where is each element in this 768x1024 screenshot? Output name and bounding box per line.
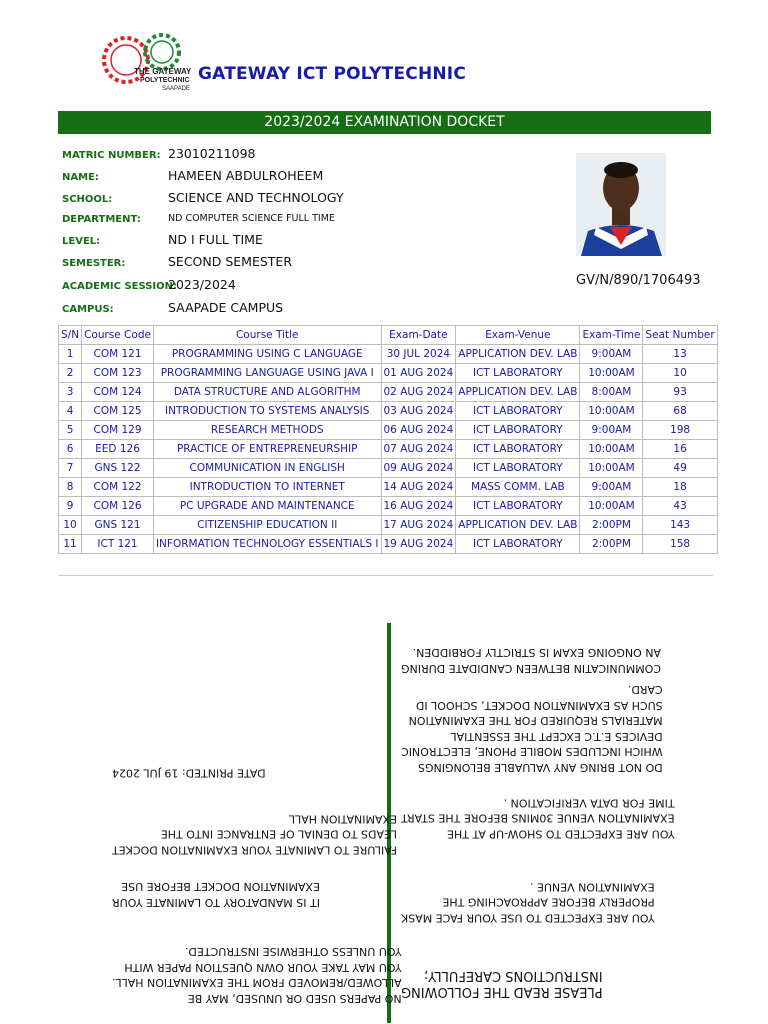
campus-label: CAMPUS: xyxy=(62,304,114,315)
academic-session-label: ACADEMIC SESSION: xyxy=(62,281,178,292)
cell-exam-date: 14 AUG 2024 xyxy=(381,478,456,497)
instruction-item-5: NO PAPERS USED OR UNUSED, MAY BE ALLOWED/REMOVED FROM THE EXAMINATION HALL. YOU MAY TAKE YOUR OWN QUESTION PAPER WITH YOU UNLESS OTHERWISE INSTRUCTED. xyxy=(112,945,402,1005)
cell-course-title: DATA STRUCTURE AND ALGORITHM xyxy=(153,383,381,402)
matric-number-label: MATRIC NUMBER: xyxy=(62,150,161,161)
cell-sn: 1 xyxy=(59,345,82,364)
instruction-item-3: DO NOT BRING ANY VALUABLE BELONGINGS WHICH INCLUDES MOBILE PHONE, ELECTRONIC DEVICES E.T.C EXCEPT THE ESSENTIAL MATERIALS REQUIRED FOR THE EXAMINATION SUCH AS EXAMINATION DOCKET, SCHOOL ID CARD. xyxy=(401,683,663,774)
cell-seat-number: 68 xyxy=(643,402,717,421)
cell-sn: 4 xyxy=(59,402,82,421)
level-value: ND I FULL TIME xyxy=(168,232,263,247)
institution-logo xyxy=(100,30,195,96)
instruction-item-6: IT IS MANDATORY TO LAMINATE YOUR EXAMINATION DOCKET BEFORE USE xyxy=(112,880,320,909)
cell-sn: 2 xyxy=(59,364,82,383)
cell-sn: 8 xyxy=(59,478,82,497)
course-table xyxy=(58,325,718,554)
cell-exam-date: 07 AUG 2024 xyxy=(381,440,456,459)
cell-exam-venue: ICT LABORATORY xyxy=(456,459,580,478)
cell-exam-venue: APPLICATION DEV. LAB xyxy=(456,516,580,535)
cell-exam-time: 9:00AM xyxy=(580,421,643,440)
school-value: SCIENCE AND TECHNOLOGY xyxy=(168,190,344,205)
cell-sn: 5 xyxy=(59,421,82,440)
instruction-item-1: YOU ARE EXPECTED TO USE YOUR FACE MASK PROPERLY BEFORE APPROACHING THE EXAMINATION VENUE . xyxy=(401,880,655,925)
column-header-course-title: Course Title xyxy=(153,326,381,345)
logo-text-line3: SAAPADE xyxy=(162,86,190,92)
cell-course-title: PRACTICE OF ENTREPRENEURSHIP xyxy=(153,440,381,459)
instruction-item-4: COMMUNICATIN BETWEEN CANDIDATE DURING AN ONGOING EXAM IS STRICTLY FORBIDDEN. xyxy=(401,646,662,675)
table-row xyxy=(59,345,718,364)
cell-course-code: COM 122 xyxy=(82,478,154,497)
cell-exam-time: 10:00AM xyxy=(580,402,643,421)
column-header-exam-venue: Exam-Venue xyxy=(456,326,580,345)
cell-seat-number: 10 xyxy=(643,364,717,383)
column-header-seat-number: Seat Number xyxy=(643,326,717,345)
cell-sn: 9 xyxy=(59,497,82,516)
cell-exam-time: 8:00AM xyxy=(580,383,643,402)
column-header-sn: S/N xyxy=(59,326,82,345)
cell-exam-date: 03 AUG 2024 xyxy=(381,402,456,421)
cell-seat-number: 13 xyxy=(643,345,717,364)
cell-seat-number: 43 xyxy=(643,497,717,516)
cell-sn: 3 xyxy=(59,383,82,402)
docket-title-banner: 2023/2024 EXAMINATION DOCKET xyxy=(58,111,711,134)
column-header-course-code: Course Code xyxy=(82,326,154,345)
table-row xyxy=(59,440,718,459)
name-label: NAME: xyxy=(62,172,99,183)
table-row xyxy=(59,459,718,478)
table-row xyxy=(59,364,718,383)
cell-exam-date: 19 AUG 2024 xyxy=(381,535,456,554)
cell-course-title: INTRODUCTION TO INTERNET xyxy=(153,478,381,497)
cell-exam-venue: ICT LABORATORY xyxy=(456,402,580,421)
cell-course-code: ICT 121 xyxy=(82,535,154,554)
cell-exam-venue: APPLICATION DEV. LAB xyxy=(456,345,580,364)
department-value: ND COMPUTER SCIENCE FULL TIME xyxy=(168,213,335,224)
section-divider xyxy=(58,575,713,576)
student-photo xyxy=(576,153,666,256)
cell-exam-time: 2:00PM xyxy=(580,535,643,554)
cell-exam-time: 9:00AM xyxy=(580,478,643,497)
cell-course-title: RESEARCH METHODS xyxy=(153,421,381,440)
cell-course-code: COM 125 xyxy=(82,402,154,421)
campus-value: SAAPADE CAMPUS xyxy=(168,300,284,315)
cell-exam-time: 10:00AM xyxy=(580,440,643,459)
cell-course-title: PROGRAMMING USING C LANGUAGE xyxy=(153,345,381,364)
cell-exam-time: 10:00AM xyxy=(580,459,643,478)
table-row xyxy=(59,478,718,497)
semester-value: SECOND SEMESTER xyxy=(168,254,293,269)
institution-name: GATEWAY ICT POLYTECHNIC xyxy=(198,64,467,84)
cell-sn: 7 xyxy=(59,459,82,478)
cell-seat-number: 143 xyxy=(643,516,717,535)
cell-course-title: PROGRAMMING LANGUAGE USING JAVA I xyxy=(153,364,381,383)
logo-text-line2: POLYTECHNIC xyxy=(140,77,190,84)
table-row xyxy=(59,497,718,516)
cell-sn: 6 xyxy=(59,440,82,459)
cell-course-title: CITIZENSHIP EDUCATION II xyxy=(153,516,381,535)
level-label: LEVEL: xyxy=(62,236,101,247)
cell-course-title: INTRODUCTION TO SYSTEMS ANALYSIS xyxy=(153,402,381,421)
cell-seat-number: 158 xyxy=(643,535,717,554)
cell-exam-time: 10:00AM xyxy=(580,497,643,516)
cell-exam-venue: ICT LABORATORY xyxy=(456,364,580,383)
cell-course-code: COM 124 xyxy=(82,383,154,402)
school-label: SCHOOL: xyxy=(62,194,113,205)
table-row xyxy=(59,421,718,440)
academic-session-value: 2023/2024 xyxy=(168,277,236,292)
cell-seat-number: 198 xyxy=(643,421,717,440)
cell-exam-date: 17 AUG 2024 xyxy=(381,516,456,535)
cell-exam-date: 06 AUG 2024 xyxy=(381,421,456,440)
table-row xyxy=(59,516,718,535)
cell-course-code: COM 123 xyxy=(82,364,154,383)
cell-seat-number: 18 xyxy=(643,478,717,497)
table-row xyxy=(59,402,718,421)
cell-exam-venue: ICT LABORATORY xyxy=(456,440,580,459)
cell-seat-number: 93 xyxy=(643,383,717,402)
instruction-item-2: YOU ARE EXPECTED TO SHOW-UP AT THE EXAMINATION VENUE 30MINS BEFORE THE START TIME FOR DATA VERIFICATION . xyxy=(401,796,675,841)
date-printed: DATE PRINTED: 19 JUL 2024 xyxy=(112,766,266,780)
cell-exam-venue: ICT LABORATORY xyxy=(456,421,580,440)
instructions-heading: PLEASE READ THE FOLLOWING INSTRUCTIONS CAREFULLY; xyxy=(401,968,603,999)
instruction-item-7: FAILURE TO LAMINATE YOUR EXAMINATION DOCKET LEADS TO DENIAL OF ENTRANCE INTO THE EXAMINATION HALL xyxy=(112,812,398,857)
cell-sn: 10 xyxy=(59,516,82,535)
cell-course-title: PC UPGRADE AND MAINTENANCE xyxy=(153,497,381,516)
cell-exam-date: 30 JUL 2024 xyxy=(381,345,456,364)
cell-exam-date: 01 AUG 2024 xyxy=(381,364,456,383)
course-table-body xyxy=(59,345,718,554)
cell-course-code: COM 121 xyxy=(82,345,154,364)
cell-course-title: INFORMATION TECHNOLOGY ESSENTIALS I xyxy=(153,535,381,554)
cell-exam-time: 2:00PM xyxy=(580,516,643,535)
column-header-exam-date: Exam-Date xyxy=(381,326,456,345)
cell-seat-number: 49 xyxy=(643,459,717,478)
cell-exam-venue: APPLICATION DEV. LAB xyxy=(456,383,580,402)
column-header-exam-time: Exam-Time xyxy=(580,326,643,345)
semester-label: SEMESTER: xyxy=(62,258,126,269)
logo-text-line1: THE GATEWAY xyxy=(134,67,192,76)
table-row xyxy=(59,535,718,554)
docket-number: GV/N/890/1706493 xyxy=(576,273,701,288)
cell-course-code: EED 126 xyxy=(82,440,154,459)
cell-exam-date: 16 AUG 2024 xyxy=(381,497,456,516)
cell-sn: 11 xyxy=(59,535,82,554)
cell-course-code: COM 126 xyxy=(82,497,154,516)
cell-exam-date: 09 AUG 2024 xyxy=(381,459,456,478)
cell-exam-time: 9:00AM xyxy=(580,345,643,364)
cell-course-title: COMMUNICATION IN ENGLISH xyxy=(153,459,381,478)
cell-course-code: COM 129 xyxy=(82,421,154,440)
table-row xyxy=(59,383,718,402)
cell-exam-venue: MASS COMM. LAB xyxy=(456,478,580,497)
cell-exam-time: 10:00AM xyxy=(580,364,643,383)
cell-seat-number: 16 xyxy=(643,440,717,459)
cell-exam-venue: ICT LABORATORY xyxy=(456,497,580,516)
department-label: DEPARTMENT: xyxy=(62,214,141,225)
cell-course-code: GNS 121 xyxy=(82,516,154,535)
name-value: HAMEEN ABDULROHEEM xyxy=(168,168,324,183)
table-header-row xyxy=(59,326,718,345)
cell-exam-venue: ICT LABORATORY xyxy=(456,535,580,554)
cell-exam-date: 02 AUG 2024 xyxy=(381,383,456,402)
cell-course-code: GNS 122 xyxy=(82,459,154,478)
matric-number-value: 23010211098 xyxy=(168,146,256,161)
